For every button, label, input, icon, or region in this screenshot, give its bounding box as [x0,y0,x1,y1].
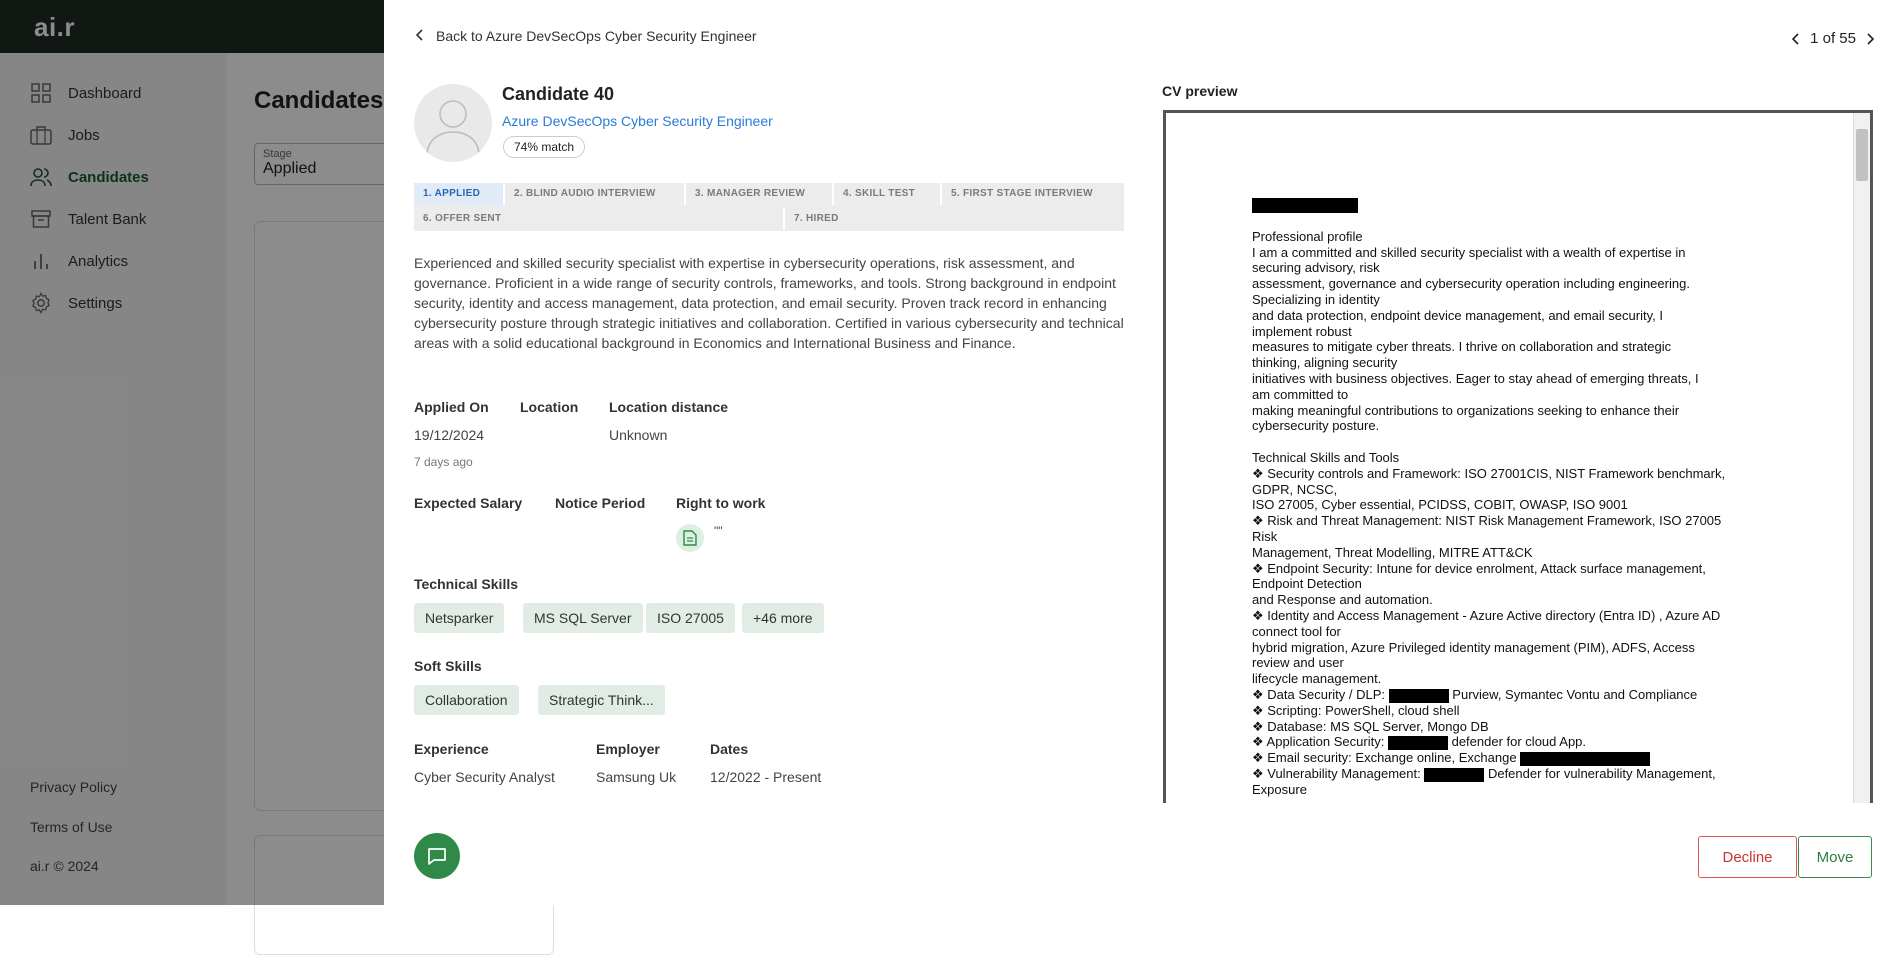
cv-line: GDPR, NCSC, [1252,481,1338,497]
location-distance-value: Unknown [609,427,668,443]
cv-line: Specializing in identity [1252,292,1380,308]
cv-line: and Response and automation. [1252,592,1433,608]
applied-ago: 7 days ago [414,455,473,469]
cv-document [1252,197,1772,798]
cv-line: ❖ Identity and Access Management - Azure Active directory (Entra ID) , Azure AD [1252,607,1721,623]
sidebar-item-label: Talent Bank [68,210,147,228]
previous-candidate-icon[interactable] [1792,33,1800,45]
tab-manager-review[interactable]: 3. MANAGER REVIEW [686,183,834,205]
skill-tag: MS SQL Server [523,603,643,633]
cv-line: ❖ Scripting: PowerShell, cloud shell [1252,702,1460,718]
privacy-policy-link[interactable]: Privacy Policy [30,779,118,795]
cv-line [1252,750,1772,766]
cv-preview-frame[interactable] [1163,110,1873,803]
cv-line: making meaningful contributions to organizations seeking to enhance their [1252,402,1680,418]
cv-line: and data protection, endpoint device management, and email security, I [1252,307,1663,323]
experience-role: Cyber Security Analyst [414,769,555,785]
cv-line: implement robust [1252,323,1352,339]
match-badge: 74% match [503,136,585,158]
chat-button[interactable] [414,833,460,879]
next-candidate-icon[interactable] [1866,33,1874,45]
candidate-detail-panel [384,0,1898,905]
sidebar-item-label: Settings [68,294,123,312]
cv-line-part: Defender for vulnerability Management, [1487,765,1716,781]
cv-line: connect tool for [1252,623,1341,639]
experience-dates: 12/2022 - Present [710,769,822,785]
cv-line: ❖ Endpoint Security: Intune for device enrolment, Attack surface management, [1252,560,1706,576]
tab-offer-sent[interactable]: 6. OFFER SENT [414,208,785,230]
redaction-bar [1520,752,1650,766]
experience-label: Experience [414,741,489,757]
cv-line: ISO 27005, Cyber essential, PCIDSS, COBIT, OWASP, ISO 9001 [1252,497,1628,513]
copyright: ai.r © 2024 [30,858,99,874]
cv-line: review and user [1252,655,1344,671]
cv-line: ❖ Database: MS SQL Server, Mongo DB [1252,718,1489,734]
cv-line: Technical Skills and Tools [1252,450,1400,466]
notice-period-label: Notice Period [555,495,646,511]
location-label: Location [520,399,579,415]
redaction-bar [1389,689,1449,703]
cv-line: securing advisory, risk [1252,260,1380,276]
cv-line: Risk [1252,529,1278,544]
decline-button[interactable]: Decline [1698,836,1797,878]
back-link[interactable] [416,28,757,44]
cv-line: measures to mitigate cyber threats. I thrive on collaboration and strategic [1252,339,1672,355]
employer-label: Employer [596,741,660,757]
tab-blind-audio-interview[interactable]: 2. BLIND AUDIO INTERVIEW [505,183,686,205]
cv-line-part: Purview, Symantec Vontu and Compliance [1452,686,1698,702]
skill-tag: ISO 27005 [646,603,735,633]
cv-line: assessment, governance and cybersecurity operation including engineering. [1252,276,1690,292]
chat-icon [426,845,448,867]
cv-preview-title: CV preview [1162,83,1238,99]
avatar [414,84,492,162]
pager-count: 1 of 55 [1810,30,1856,47]
cv-line: cybersecurity posture. [1252,418,1380,434]
cv-line: hybrid migration, Azure Privileged identity management (PIM), ADFS, Access [1252,639,1695,655]
cv-line [1252,766,1772,782]
cv-line: Professional profile [1252,228,1363,244]
candidate-job-link[interactable]: Azure DevSecOps Cyber Security Engineer [502,113,773,129]
cv-scrollbar-thumb[interactable] [1856,129,1868,181]
cv-line: I am a committed and skilled security specialist with a wealth of expertise in [1252,244,1686,260]
document-icon[interactable] [676,524,704,552]
move-button[interactable]: Move [1798,836,1872,878]
app-logo[interactable]: ai.r [34,12,76,42]
cv-line: am committed to [1252,386,1349,402]
tab-first-stage-interview[interactable]: 5. FIRST STAGE INTERVIEW [951,188,1093,199]
skill-tag: Netsparker [414,603,504,633]
cv-scrollbar[interactable] [1853,113,1870,803]
cv-line-part: ❖ Vulnerability Management: [1252,765,1421,781]
cv-line-part: ❖ Data Security / DLP: [1252,686,1386,702]
stage-select-label: Stage [263,148,292,160]
soft-skills-label: Soft Skills [414,658,482,674]
cv-line [1252,687,1772,703]
cv-line-part: ❖ Email security: Exchange online, Exchange [1252,750,1517,766]
pager [1792,30,1874,47]
skill-tag: Strategic Think... [538,685,665,715]
tab-skill-test[interactable]: 4. SKILL TEST [834,183,942,205]
stage-select-value: Applied [263,160,317,177]
location-distance-label: Location distance [609,399,729,415]
right-to-work-label: Right to work [676,495,766,511]
cv-line [1252,734,1772,750]
redaction-bar [1252,198,1358,213]
terms-link[interactable]: Terms of Use [30,819,113,835]
cv-line-part: defender for cloud App. [1451,734,1587,750]
dates-label: Dates [710,741,749,757]
more-skills-tag[interactable]: +46 more [742,603,824,633]
back-link-label: Back to Azure DevSecOps Cyber Security Engineer [436,28,757,44]
cv-line: Management, Threat Modelling, MITRE ATT&CK [1252,544,1533,560]
tab-hired[interactable]: 7. HIRED [794,213,839,224]
cv-line: Exposure [1252,781,1307,797]
redaction-bar [1424,768,1484,782]
technical-skills-label: Technical Skills [414,576,519,592]
sidebar-item-label: Analytics [68,252,129,270]
redaction-bar [1388,736,1448,750]
cv-line: ❖ Risk and Threat Management: NIST Risk Management Framework, ISO 27005 [1252,513,1722,529]
applied-on-label: Applied On [414,399,489,415]
chevron-left-icon [416,28,424,44]
applied-on-value: 19/12/2024 [414,427,485,443]
cv-line-part: ❖ Application Security: [1252,734,1385,750]
tab-applied[interactable]: 1. APPLIED [414,183,505,205]
cv-line: initiatives with business objectives. Eager to stay ahead of emerging threats, I [1252,371,1699,387]
candidate-summary: Experienced and skilled security specialist with expertise in cybersecurity operations, risk assessment, and governance. Proficient in a wide range of security controls, frameworks, and tools. Strong background in endpoint security, identity and access management, data protection, and email security. Proven track record in enhancing cybersecurity posture through strategic initiatives and collaboration. Certified in various cybersecurity and technical areas with a solid educational background in Economics and International Business and Finance. [414,255,1124,351]
cv-line: Endpoint Detection [1252,576,1362,592]
page-title: Candidates [254,87,384,114]
sidebar-item-label: Candidates [68,168,149,186]
candidate-name: Candidate 40 [502,84,615,104]
cv-line: ❖ Security controls and Framework: ISO 27001CIS, NIST Framework benchmark, [1252,465,1726,481]
skill-tag: Collaboration [414,685,519,715]
right-to-work-doc: "" [714,524,723,538]
stage-tabs [414,183,1124,231]
cv-line: thinking, aligning security [1252,355,1398,371]
experience-employer: Samsung Uk [596,769,677,785]
modal-backdrop[interactable] [0,0,384,905]
sidebar-item-label: Dashboard [68,84,142,102]
expected-salary-label: Expected Salary [414,495,523,511]
cv-line: lifecycle management. [1252,671,1382,687]
sidebar-item-label: Jobs [68,126,100,144]
